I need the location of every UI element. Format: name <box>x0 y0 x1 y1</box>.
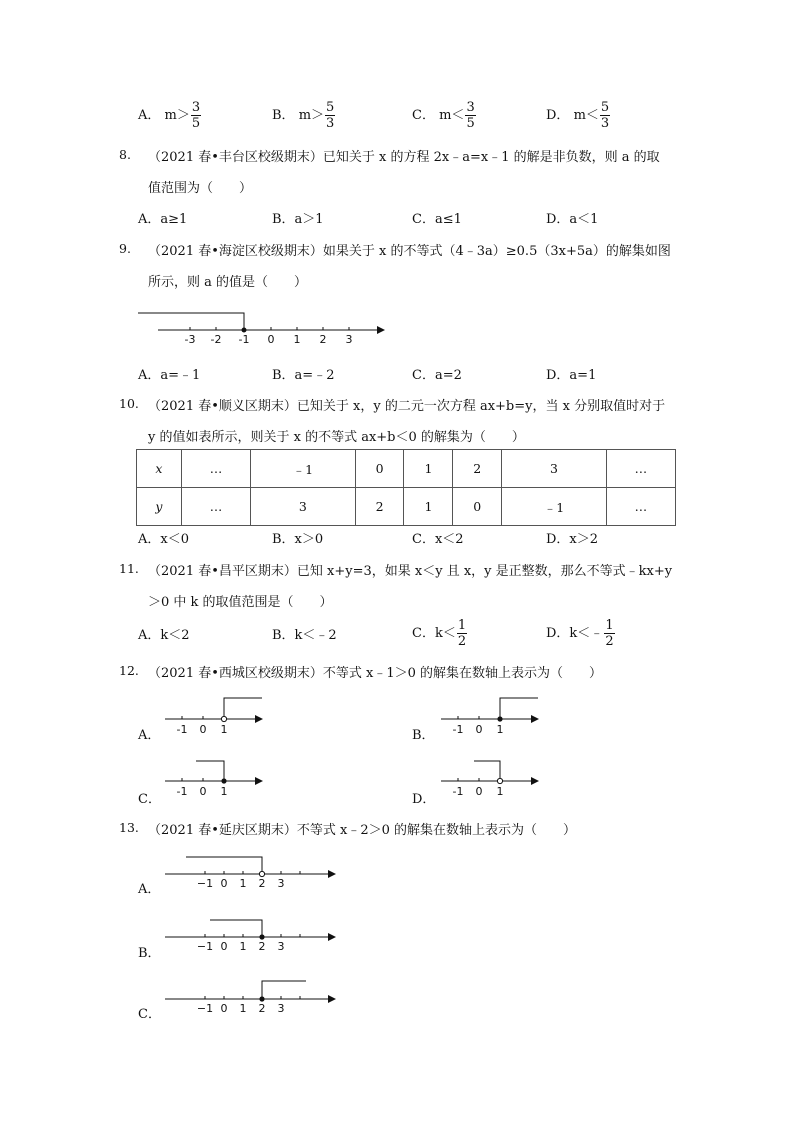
axis-tick-label: 3 <box>277 1002 285 1015</box>
q13-number-line-c[interactable] <box>160 977 350 1019</box>
axis-tick-label: 0 <box>220 940 228 953</box>
axis-tick-label: 2 <box>258 1002 266 1015</box>
axis-tick-label: 0 <box>220 1002 228 1015</box>
axis-tick-label: -1 <box>176 785 188 798</box>
question-number: 9. <box>119 241 131 256</box>
q8-option-c[interactable]: C．a≤1 <box>412 212 462 227</box>
axis-tick-label: -1 <box>452 785 464 798</box>
question-text: 值范围为（ ） <box>148 181 253 196</box>
q12-number-line-c[interactable] <box>160 757 270 802</box>
axis-tick-label: 1 <box>239 1002 247 1015</box>
axis-tick-label: -1 <box>176 723 188 736</box>
q9-option-c[interactable]: C．a=2 <box>412 368 462 383</box>
q13-option-b[interactable]: B． <box>138 946 161 961</box>
fraction: $\frac{3}{5}$ <box>466 100 475 131</box>
axis-tick-label: -1 <box>452 723 464 736</box>
axis-tick-label: 0 <box>267 333 275 346</box>
q13-number-line-b[interactable] <box>160 915 350 957</box>
question-text: 所示，则 a 的值是（ ） <box>148 275 308 290</box>
q9-option-d[interactable]: D．a=1 <box>546 368 597 383</box>
q8-option-b[interactable]: B．a＞1 <box>272 212 324 227</box>
question-text: （2021 春•顺义区期末）已知关于 x，y 的二元一次方程 ax+b=y，当 x 分别取值时对于 <box>148 399 666 414</box>
axis-tick-label: 2 <box>319 333 327 346</box>
q11-option-d[interactable]: D．k＜﹣ $\frac{1}{2}$ <box>546 618 614 649</box>
table-row <box>137 488 676 526</box>
q11-option-a[interactable]: A．k＜2 <box>138 628 190 643</box>
table-cell: 0 <box>355 450 404 488</box>
axis-tick-label: 0 <box>199 723 207 736</box>
table-cell: 1 <box>404 488 453 526</box>
q12-number-line-d[interactable] <box>436 757 546 802</box>
q9-number-line <box>130 305 390 345</box>
fraction: $\frac{3}{5}$ <box>191 100 201 131</box>
axis-tick-label: 0 <box>220 877 228 890</box>
table-cell: … <box>606 450 675 488</box>
q12-option-d[interactable]: D． <box>412 792 436 807</box>
table-cell: y <box>137 488 182 526</box>
table-cell: … <box>181 488 250 526</box>
table-cell: ﹣1 <box>251 450 356 488</box>
table-cell: 3 <box>502 450 607 488</box>
axis-tick-label: 0 <box>475 785 483 798</box>
question-number: 13. <box>119 820 139 835</box>
axis-tick-label: 1 <box>239 940 247 953</box>
table-cell: x <box>137 450 182 488</box>
table-row <box>137 450 676 488</box>
q9-option-b[interactable]: B．a=﹣2 <box>272 368 335 383</box>
q12-option-c[interactable]: C． <box>138 792 161 807</box>
axis-tick-label: −1 <box>196 877 214 890</box>
q7-option-c[interactable]: C． m＜ $\frac{3}{5}$ <box>412 100 475 131</box>
fraction: $\frac{1}{2}$ <box>457 618 467 649</box>
axis-tick-label: -1 <box>238 333 250 346</box>
q7-option-d[interactable]: D． m＜ $\frac{5}{3}$ <box>546 100 610 131</box>
table-cell: 0 <box>453 488 502 526</box>
question-number: 11. <box>119 561 139 576</box>
q9-option-a[interactable]: A．a=﹣1 <box>138 368 201 383</box>
axis-tick-label: 2 <box>258 877 266 890</box>
axis-tick-label: 1 <box>239 877 247 890</box>
question-text: （2021 春•海淀区校级期末）如果关于 x 的不等式（4﹣3a）≥0.5（3x+5a）的解集如图 <box>148 244 671 259</box>
q13-number-line-a[interactable] <box>160 852 350 894</box>
axis-tick-label: 3 <box>277 877 285 890</box>
axis-tick-label: 1 <box>220 723 228 736</box>
table-cell: … <box>181 450 250 488</box>
axis-tick-label: 3 <box>277 940 285 953</box>
q10-option-b[interactable]: B．x＞0 <box>272 532 324 547</box>
question-number: 8. <box>119 147 131 162</box>
axis-tick-label: 0 <box>475 723 483 736</box>
axis-tick-label: 1 <box>220 785 228 798</box>
q12-number-line-a[interactable] <box>160 695 270 740</box>
axis-tick-label: 0 <box>199 785 207 798</box>
q10-option-a[interactable]: A．x＜0 <box>138 532 189 547</box>
q8-option-a[interactable]: A．a≥1 <box>138 212 188 227</box>
axis-tick-label: 2 <box>258 940 266 953</box>
question-number: 10. <box>119 396 139 411</box>
q12-option-a[interactable]: A． <box>138 728 161 743</box>
table-cell: 1 <box>404 450 453 488</box>
q13-option-a[interactable]: A． <box>138 882 161 897</box>
q10-option-c[interactable]: C．x＜2 <box>412 532 464 547</box>
axis-tick-label: 1 <box>496 785 504 798</box>
axis-tick-label: 3 <box>345 333 353 346</box>
q12-number-line-b[interactable] <box>436 695 546 740</box>
fraction: $\frac{5}{3}$ <box>600 100 610 131</box>
question-text: ＞0 中 k 的取值范围是（ ） <box>148 595 333 610</box>
q8-option-d[interactable]: D．a＜1 <box>546 212 599 227</box>
axis-tick-label: 1 <box>293 333 301 346</box>
table-cell: 2 <box>453 450 502 488</box>
value-table <box>136 449 676 526</box>
q7-option-b[interactable]: B． m＞ $\frac{5}{3}$ <box>272 100 335 131</box>
question-text: （2021 春•西城区校级期末）不等式 x﹣1＞0 的解集在数轴上表示为（ ） <box>148 666 603 681</box>
q11-option-c[interactable]: C．k＜ $\frac{1}{2}$ <box>412 618 467 649</box>
table-cell: 2 <box>355 488 404 526</box>
fraction: $\frac{1}{2}$ <box>605 618 614 649</box>
q10-option-d[interactable]: D．x＞2 <box>546 532 599 547</box>
axis-tick-label: 1 <box>496 723 504 736</box>
table-cell: … <box>606 488 675 526</box>
q12-option-b[interactable]: B． <box>412 728 435 743</box>
axis-tick-label: -3 <box>184 333 196 346</box>
fraction: $\frac{5}{3}$ <box>326 100 335 131</box>
axis-tick-label: -2 <box>210 333 222 346</box>
axis-tick-label: −1 <box>196 1002 214 1015</box>
q13-option-c[interactable]: C． <box>138 1007 161 1022</box>
q11-option-b[interactable]: B．k＜﹣2 <box>272 628 337 643</box>
question-text: （2021 春•昌平区期末）已知 x+y=3，如果 x＜y 且 x，y 是正整数，那么不等式﹣kx+y <box>148 564 673 579</box>
table-cell: 3 <box>251 488 356 526</box>
table-cell: ﹣1 <box>502 488 607 526</box>
question-number: 12. <box>119 663 139 678</box>
question-text: （2021 春•延庆区期末）不等式 x﹣2＞0 的解集在数轴上表示为（ ） <box>148 823 577 838</box>
question-text: y 的值如表所示，则关于 x 的不等式 ax+b＜0 的解集为（ ） <box>148 430 525 445</box>
q7-option-a[interactable]: A． m＞ $\frac{3}{5}$ <box>138 100 201 131</box>
axis-tick-label: −1 <box>196 940 214 953</box>
question-text: （2021 春•丰台区校级期末）已知关于 x 的方程 2x﹣a=x﹣1 的解是非负数，则 a 的取 <box>148 150 660 165</box>
